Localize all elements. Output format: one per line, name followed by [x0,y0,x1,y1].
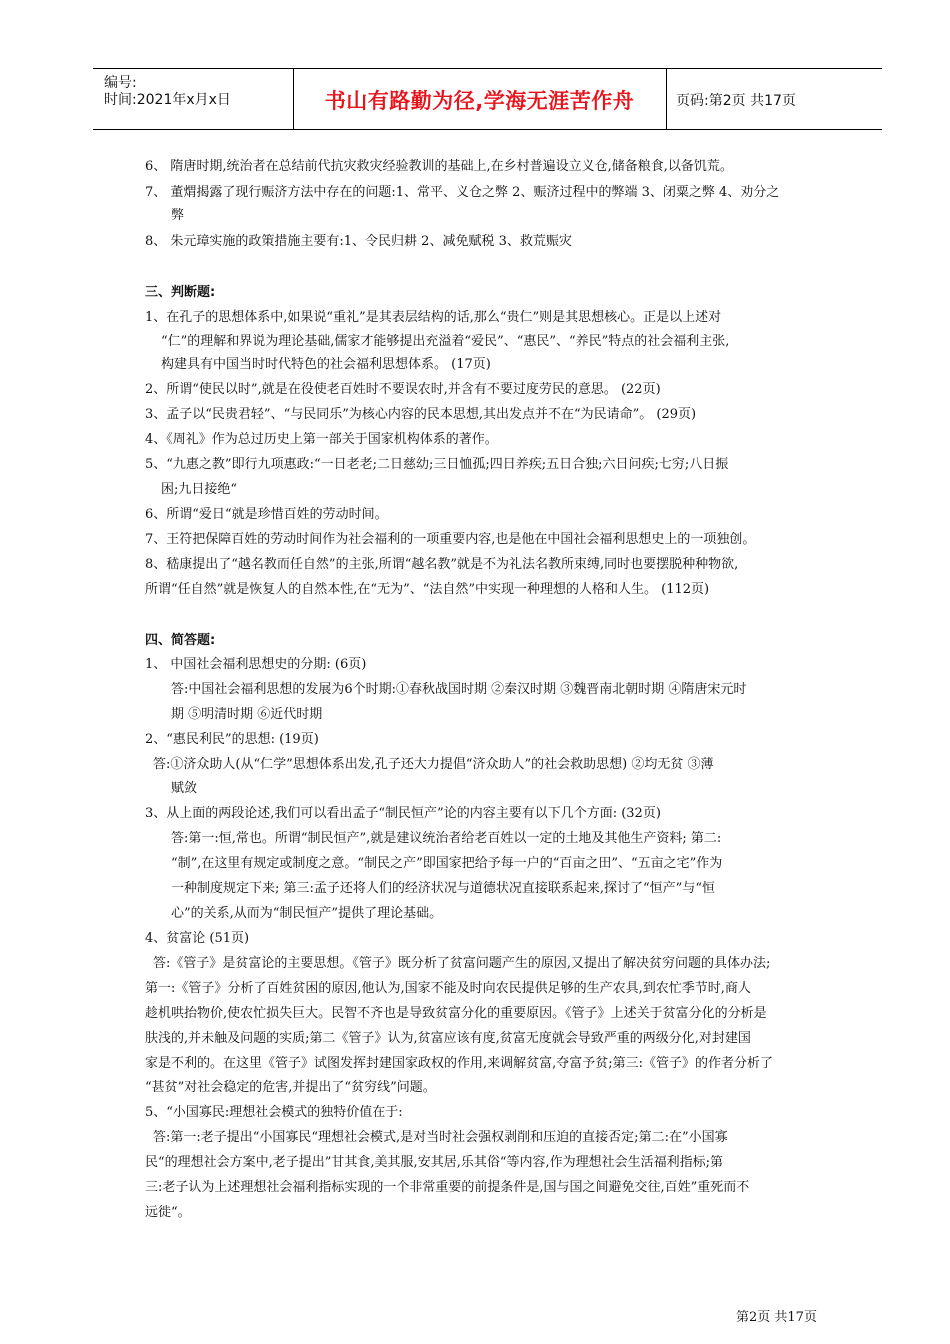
text-line: 答:第一:恒,常也。所谓“制民恒产”,就是建议统治者给老百姓以一定的土地及其他生产资料; 第二: [171,831,722,846]
header-middle-cell [293,69,667,129]
text-line: “仁”的理解和界说为理论基础,儒家才能够提出充溢着“爱民”、“惠民”、“养民”特点的社会福利主张, [161,334,730,349]
text-line: 5、“九惠之教”即行九项惠政:“一日老老;二日慈幼;三日恤孤;四日养疾;五日合独;六日问疾;七穷;八日振 [145,457,729,472]
text-line: 8、 朱元璋实施的政策措施主要有:1、令民归耕 2、减免赋税 3、救荒赈灾 [145,234,572,249]
text-line: 答:中国社会福利思想的发展为6个时期:①春秋战国时期 ②秦汉时期 ③魏晋南北朝时期 ④隋唐宋元时 [171,682,747,697]
text-line: 2、“惠民利民”的思想: (19页) [145,732,319,747]
text-line: 6、 隋唐时期,统治者在总结前代抗灾救灾经验教训的基础上,在乡村普遍设立义仓,储备粮食,以备饥荒。 [145,159,733,174]
page-footer: 第2页 共17页 [736,1310,817,1325]
text-line: 第一:《管子》分析了百姓贫困的原因,他认为,国家不能及时向农民提供足够的生产农具,到农忙季节时,商人 [145,981,751,996]
text-line: 家是不利的。在这里《管子》试图发挥封建国家政权的作用,来调解贫富,夺富予贫;第三:《管子》的作者分析了 [145,1056,774,1071]
text-line: 4、贫富论 (51页) [145,931,250,946]
text-line: “制”,在这里有规定或制度之意。“制民之产”即国家把给予每一户的“百亩之田”、“五亩之宅”作为 [171,856,723,871]
text-line: 构建具有中国当时时代特色的社会福利思想体系。 (17页) [161,357,491,372]
text-line: 6、所谓“爱日“就是珍惜百姓的劳动时间。 [145,507,388,522]
text-line: 1、在孔子的思想体系中,如果说“重礼”是其表层结构的话,那么“贵仁”则是其思想核心。正是以上述对 [145,310,722,325]
header-motto: 书山有路勤为径,学海无涯苦作舟 [324,89,635,113]
header-left-cell [93,69,294,129]
text-line: 弊 [171,208,185,223]
header-right-cell [666,69,882,129]
text-line: 困;九日接绝“ [161,482,238,497]
section-heading: 三、判断题: [145,285,216,300]
text-line: “甚贫”对社会稳定的危害,并提出了“贫穷线”问题。 [145,1080,436,1095]
document-number-label: 编号: [104,75,137,91]
text-line: 7、 董煟揭露了现行赈济方法中存在的问题:1、常平、义仓之弊 2、赈济过程中的弊端 3、闭粟之弊 4、劝分之 [145,185,780,200]
text-line: 答:《管子》是贫富论的主要思想。《管子》既分析了贫富问题产生的原因,又提出了解决贫穷问题的具体办法; [153,956,771,971]
text-line: 所谓“任自然”就是恢复人的自然本性,在“无为”、“法自然”中实现一种理想的人格和人生。 (112页) [145,582,710,597]
header-page-info: 页码:第2页 共17页 [676,93,796,109]
text-line: 4、《周礼》作为总过历史上第一部关于国家机构体系的著作。 [145,432,498,447]
text-line: 3、孟子以“民贵君轻”、“与民同乐”为核心内容的民本思想,其出发点并不在“为民请命”。 (29页) [145,407,697,422]
text-line: 三:老子认为上述理想社会福利指标实现的一个非常重要的前提条件是,国与国之间避免交往,百姓”重死而不 [145,1180,750,1195]
text-line: 答:①济众助人(从“仁学”思想体系出发,孔子还大力提倡“济众助人”的社会救助思想) ②均无贫 ③薄 [153,757,714,772]
text-line: 肤浅的,并未触及问题的实质;第二《管子》认为,贫富应该有度,贫富无度就会导致严重的两级分化,对封建国 [145,1031,751,1046]
text-line: 趁机哄抬物价,使农忙损失巨大。民智不齐也是导致贫富分化的重要原因。《管子》上述关于贫富分化的分析是 [145,1006,767,1021]
text-line: 2、所谓“使民以时”,就是在役使老百姓时不要误农时,并含有不要过度劳民的意思。 (22页) [145,382,661,397]
section-heading: 四、简答题: [145,633,216,648]
text-line: 期 ⑤明清时期 ⑥近代时期 [171,707,323,722]
text-line: 1、 中国社会福利思想史的分期: (6页) [145,657,367,672]
document-date: 时间:2021年x月x日 [104,92,231,108]
text-line: 一种制度规定下来; 第三:孟子还将人们的经济状况与道德状况直接联系起来,探讨了“恒产”与“恒 [171,881,715,896]
text-line: 心”的关系,从而为“制民恒产”提供了理论基础。 [171,906,443,921]
text-line: 8、嵇康提出了“越名教而任自然”的主张,所谓“越名教”就是不为礼法名教所束缚,同时也要摆脱种种物欲, [145,557,739,572]
text-line: 3、从上面的两段论述,我们可以看出孟子“制民恒产”论的内容主要有以下几个方面: (32页) [145,806,661,821]
text-line: 7、王符把保障百姓的劳动时间作为社会福利的一项重要内容,也是他在中国社会福利思想史上的一项独创。 [145,532,756,547]
text-line: 答:第一:老子提出“小国寡民“理想社会模式,是对当时社会强权剥削和压迫的直接否定;第二:在”小国寡 [153,1130,728,1145]
text-line: 5、“小国寡民:理想社会模式的独特价值在于: [145,1105,403,1120]
page-header [93,68,882,130]
text-line: 赋敛 [171,781,198,796]
text-line: 民“的理想社会方案中,老子提出”甘其食,美其服,安其居,乐其俗“等内容,作为理想社会生活福利指标;第 [145,1155,723,1170]
text-line: 远徙“。 [145,1205,191,1220]
